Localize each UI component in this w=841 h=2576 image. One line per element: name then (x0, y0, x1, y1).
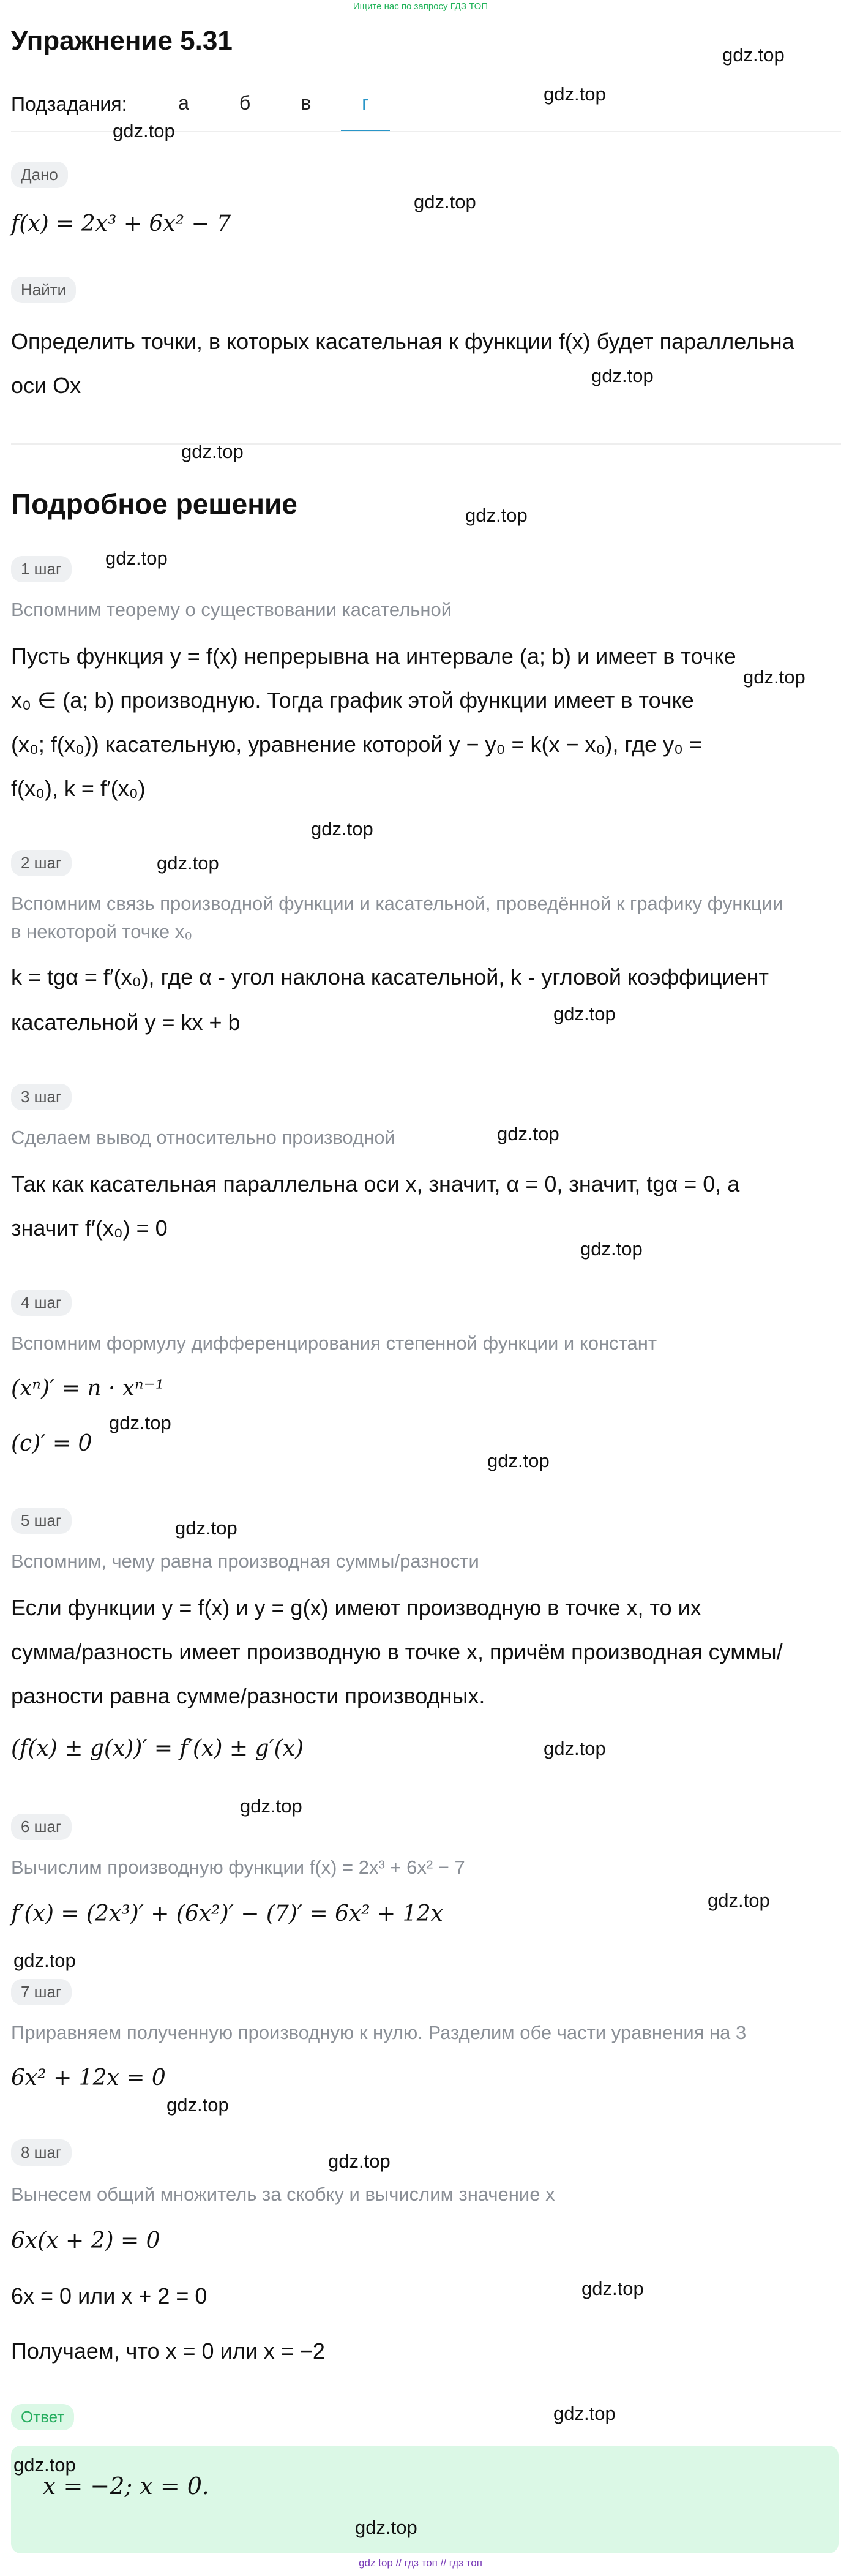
tab-v[interactable]: в (301, 92, 312, 114)
step-1-line: Пусть функция y = f(x) непрерывна на интервале (a; b) и имеет в точке (11, 644, 736, 669)
watermark: gdz.top (544, 83, 606, 105)
watermark: gdz.top (13, 1950, 76, 1971)
watermark: gdz.top (544, 1738, 606, 1759)
step-6-hint: Вычислим производную функции f(x) = 2x³ + 6x² − 7 (11, 1857, 465, 1878)
step-8-formula: 6x(x + 2) = 0 (11, 2228, 160, 2253)
watermark: gdz.top (580, 1238, 643, 1260)
watermark: gdz.top (743, 666, 805, 688)
watermark: gdz.top (109, 1412, 171, 1433)
footer: gdz top // гдз топ // гдз топ (359, 2557, 482, 2569)
watermark: gdz.top (553, 2403, 616, 2424)
step-3-badge: 3 шаг (11, 1084, 72, 1110)
step-5-line: сумма/разность имеет производную в точке x, причём производная суммы/ (11, 1639, 783, 1664)
given-formula: f(x) = 2x³ + 6x² − 7 (11, 211, 231, 236)
step-2-hint-cont: в некоторой точке x₀ (11, 921, 193, 942)
watermark: gdz.top (414, 191, 476, 212)
answer-text: x = −2; x = 0. (43, 2473, 210, 2499)
step-1-line: x₀ ∈ (a; b) производную. Тогда график этой функции имеет в точке (11, 688, 694, 713)
watermark: gdz.top (240, 1795, 302, 1817)
step-1-badge: 1 шаг (11, 556, 72, 582)
step-1-hint: Вспомним теорему о существовании касательной (11, 599, 452, 620)
step-8-hint: Вынесем общий множитель за скобку и вычислим значение x (11, 2184, 555, 2205)
watermark: gdz.top (487, 1450, 550, 1471)
step-3-line: Так как касательная параллельна оси x, значит, α = 0, значит, tgα = 0, а (11, 1171, 740, 1196)
step-1-line: (x₀; f(x₀)) касательную, уравнение которой y − y₀ = k(x − x₀), где y₀ = (11, 732, 702, 757)
step-3-hint: Сделаем вывод относительно производной (11, 1127, 395, 1148)
answer-badge: Ответ (11, 2404, 74, 2430)
top-note: Ищите нас по запросу ГДЗ ТОП (353, 1, 488, 12)
watermark: gdz.top (105, 547, 168, 569)
find-line-1: Определить точки, в которых касательная к функции f(x) будет параллельна (11, 329, 794, 354)
tab-b[interactable]: б (239, 92, 251, 114)
step-5-hint: Вспомним, чему равна производная суммы/разности (11, 1550, 479, 1572)
subtask-tabs (159, 92, 392, 132)
divider (11, 443, 841, 445)
step-7-formula: 6x² + 12x = 0 (11, 2065, 166, 2090)
solution-heading: Подробное решение (11, 488, 297, 520)
tab-a[interactable]: а (178, 92, 189, 114)
watermark: gdz.top (708, 1890, 770, 1911)
watermark: gdz.top (355, 2517, 417, 2538)
tab-g[interactable]: г (362, 92, 369, 114)
watermark: gdz.top (311, 818, 373, 839)
watermark: gdz.top (497, 1123, 559, 1144)
step-2-line: k = tgα = f′(x₀), где α - угол наклона касательной, k - угловой коэффициент (11, 964, 769, 989)
step-4-formula: (xⁿ)′ = n · xⁿ⁻¹ (11, 1376, 165, 1401)
answer-box (11, 2446, 839, 2553)
step-8-badge: 8 шаг (11, 2139, 72, 2166)
watermark: gdz.top (181, 441, 244, 462)
step-7-badge: 7 шаг (11, 1979, 72, 2005)
watermark: gdz.top (328, 2150, 391, 2172)
find-line-2: оси Ox (11, 373, 81, 398)
subtasks-label: Подзадания: (11, 93, 127, 115)
step-8-line: 6x = 0 или x + 2 = 0 (11, 2283, 207, 2308)
step-5-line: разности равна сумме/разности производных. (11, 1683, 485, 1708)
step-6-formula: f′(x) = (2x³)′ + (6x²)′ − (7)′ = 6x² + 12x (11, 1901, 443, 1926)
step-6-badge: 6 шаг (11, 1814, 72, 1840)
watermark: gdz.top (13, 2454, 76, 2476)
watermark: gdz.top (591, 365, 654, 386)
watermark: gdz.top (113, 120, 175, 141)
step-4-hint: Вспомним формулу дифференцирования степенной функции и констант (11, 1332, 657, 1354)
watermark: gdz.top (722, 44, 785, 66)
step-3-line: значит f′(x₀) = 0 (11, 1215, 168, 1241)
watermark: gdz.top (553, 1003, 616, 1024)
given-badge: Дано (11, 162, 68, 188)
step-5-line: Если функции y = f(x) и y = g(x) имеют производную в точке x, то их (11, 1595, 701, 1620)
watermark: gdz.top (175, 1517, 237, 1539)
step-5-badge: 5 шаг (11, 1508, 72, 1534)
step-5-formula: (f(x) ± g(x))′ = f′(x) ± g′(x) (11, 1736, 304, 1761)
find-badge: Найти (11, 277, 76, 303)
step-2-badge: 2 шаг (11, 850, 72, 876)
page-title: Упражнение 5.31 (11, 26, 233, 56)
step-2-hint: Вспомним связь производной функции и касательной, проведённой к графику функции (11, 893, 783, 914)
step-7-hint: Приравняем полученную производную к нулю. Разделим обе части уравнения на 3 (11, 2022, 747, 2043)
step-4-formula: (c)′ = 0 (11, 1431, 92, 1456)
step-8-line: Получаем, что x = 0 или x = −2 (11, 2338, 325, 2364)
watermark: gdz.top (157, 852, 219, 874)
watermark: gdz.top (465, 505, 528, 526)
step-1-line: f(x₀), k = f′(x₀) (11, 776, 146, 801)
step-2-line: касательной y = kx + b (11, 1010, 241, 1035)
watermark: gdz.top (581, 2278, 644, 2299)
watermark: gdz.top (166, 2094, 229, 2116)
step-4-badge: 4 шаг (11, 1290, 72, 1316)
